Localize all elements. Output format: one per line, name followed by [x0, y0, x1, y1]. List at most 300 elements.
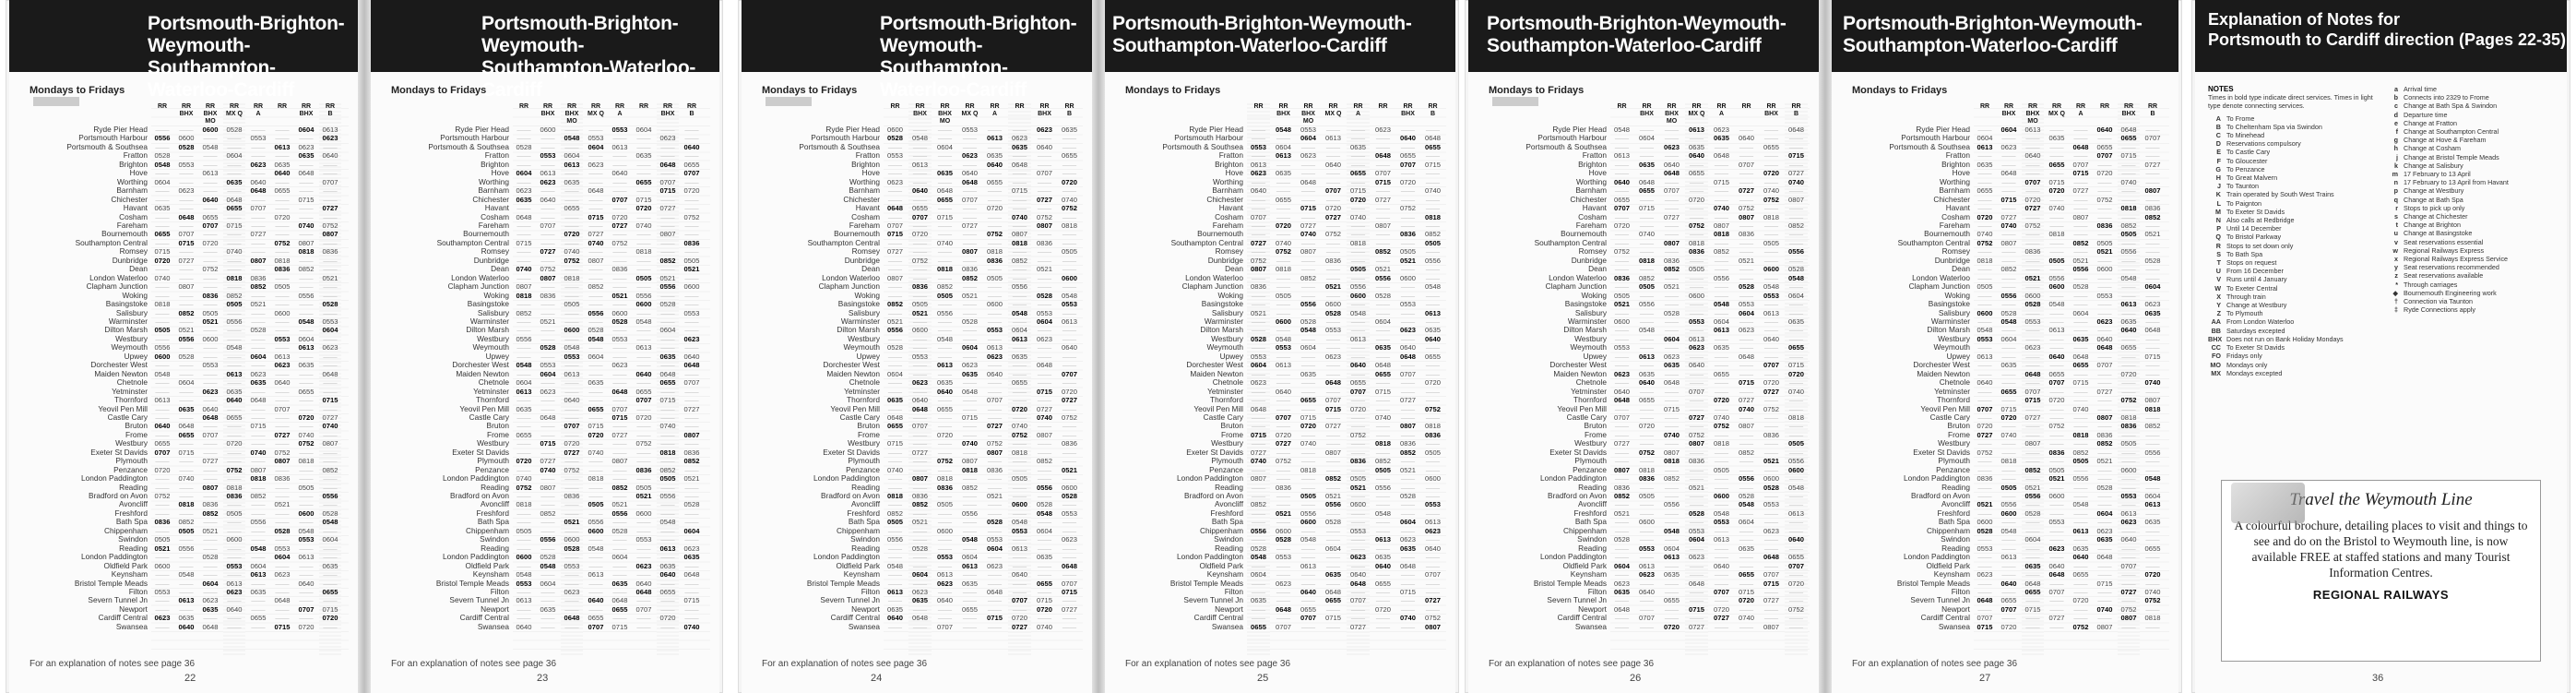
station-list [762, 125, 880, 631]
departure-time: 0623 [1350, 553, 1366, 562]
no-stop-marker: —— [251, 151, 266, 161]
departure-time: 0720 [1614, 221, 1630, 230]
departure-time: 0613 [202, 169, 219, 178]
no-stop-marker: —— [937, 614, 953, 623]
note-code: y [2394, 263, 2398, 272]
station-name: Maiden Newton [1553, 368, 1607, 378]
departure-time: 0818 [1425, 212, 1441, 221]
note-code: v [2394, 237, 2398, 246]
column-note: BHX [1038, 111, 1051, 117]
no-stop-marker: —— [2073, 561, 2088, 570]
no-stop-marker: —— [1639, 343, 1655, 352]
station-name: Maiden Newton [1917, 368, 1970, 378]
departure-time: 0623 [635, 561, 652, 570]
operator-code: RR [229, 103, 240, 110]
no-stop-marker: —— [1977, 247, 1992, 257]
departure-time: 0655 [226, 412, 243, 422]
departure-time: 0604 [2000, 125, 2017, 134]
note-entry [2208, 317, 2379, 326]
departure-time: 0836 [1400, 439, 1416, 448]
no-stop-marker: —— [1037, 492, 1052, 501]
no-stop-marker: —— [1251, 508, 1266, 518]
departure-time: 0727 [887, 247, 903, 257]
station-name: Filton [490, 587, 509, 597]
no-stop-marker: —— [2001, 204, 2016, 213]
note-text: Bournemouth Engineering work [2404, 288, 2497, 297]
note-entry [2385, 238, 2556, 246]
departure-time: 0635 [2048, 134, 2065, 143]
no-stop-marker: —— [155, 412, 170, 422]
departure-time: 0553 [2096, 291, 2113, 300]
departure-time: 0600 [564, 326, 580, 335]
no-stop-marker: —— [1739, 317, 1754, 326]
timetable-column [585, 103, 607, 657]
no-stop-marker: —— [660, 535, 675, 544]
departure-time: 0720 [1788, 369, 1804, 378]
station-name: Castle Cary [107, 412, 148, 422]
no-stop-marker: —— [2097, 256, 2112, 265]
operator-code: RR [614, 103, 625, 110]
no-stop-marker: —— [1350, 588, 1366, 597]
departure-time: 0818 [1689, 238, 1704, 247]
departure-time: 0635 [322, 561, 338, 570]
departure-time: 0505 [1425, 238, 1441, 247]
no-stop-marker: —— [636, 134, 651, 143]
no-stop-marker: —— [2073, 273, 2088, 282]
station-name: Westbury [477, 333, 509, 343]
departure-time: 0720 [298, 622, 315, 631]
departure-time: 0623 [1664, 142, 1680, 151]
station-name: Bruton [125, 421, 148, 431]
no-stop-marker: —— [1012, 492, 1027, 501]
no-stop-marker: —— [251, 483, 266, 492]
departure-time: 0727 [912, 448, 928, 457]
departure-time: 0548 [588, 544, 604, 553]
no-stop-marker: —— [987, 596, 1003, 605]
no-stop-marker: —— [1251, 518, 1266, 527]
route-title-line1: Portsmouth-Brighton-Weymouth- [1112, 13, 1412, 34]
no-stop-marker: —— [937, 561, 953, 570]
note-entry [2385, 119, 2556, 127]
no-stop-marker: —— [1689, 134, 1704, 143]
departure-time: 0528 [1251, 544, 1266, 553]
column-note: BHX MO [2025, 111, 2040, 125]
departure-time: 0807 [540, 483, 556, 492]
station-name: Frome [1948, 429, 1970, 439]
no-stop-marker: —— [1664, 439, 1680, 448]
departure-time: 0715 [987, 614, 1003, 623]
departure-time: 0707 [2024, 387, 2041, 396]
no-stop-marker: —— [1300, 622, 1316, 631]
no-stop-marker: —— [2097, 308, 2112, 317]
departure-time: 0715 [1788, 151, 1804, 161]
no-stop-marker: —— [684, 483, 699, 492]
departure-time: 0715 [274, 622, 291, 631]
no-stop-marker: —— [227, 308, 242, 317]
no-stop-marker: —— [1012, 439, 1027, 448]
no-stop-marker: —— [1739, 483, 1754, 492]
no-stop-marker: —— [660, 604, 675, 614]
no-stop-marker: —— [1425, 483, 1441, 492]
note-text: Reservations compulsory [2226, 139, 2301, 149]
station-name: Swindon [480, 534, 509, 544]
note-entry [2208, 352, 2379, 360]
no-stop-marker: —— [660, 334, 675, 343]
departure-time: 0635 [987, 151, 1003, 161]
no-stop-marker: —— [887, 291, 903, 300]
departure-time: 0852 [1037, 457, 1052, 466]
column-header [657, 103, 679, 125]
departure-time: 0635 [2072, 334, 2089, 343]
no-stop-marker: —— [660, 125, 675, 134]
note-entry [2208, 199, 2379, 208]
no-stop-marker: —— [588, 125, 603, 134]
station-name: Castle Cary [1203, 412, 1243, 422]
no-stop-marker: —— [1664, 422, 1680, 431]
no-stop-marker: —— [2025, 378, 2040, 388]
departure-time: 0635 [516, 195, 532, 204]
departure-time: 0715 [2120, 151, 2137, 161]
departure-time: 0852 [250, 282, 267, 292]
no-stop-marker: —— [612, 273, 627, 282]
departure-time: 0740 [1788, 177, 1804, 186]
departure-time: 0707 [154, 448, 171, 457]
departure-time: 0613 [1639, 561, 1655, 570]
no-stop-marker: —— [516, 544, 531, 553]
departure-time: 0836 [226, 492, 243, 501]
no-stop-marker: —— [987, 553, 1003, 562]
operator-code: RR [1692, 103, 1702, 110]
no-stop-marker: —— [1689, 282, 1704, 292]
departure-time: 0648 [322, 369, 338, 378]
departure-time: 0720 [2048, 186, 2065, 196]
departure-time: 0528 [611, 526, 628, 535]
no-stop-marker: —— [179, 483, 194, 492]
no-stop-marker: —— [2121, 500, 2136, 509]
no-stop-marker: —— [1664, 273, 1680, 282]
no-stop-marker: —— [1714, 579, 1729, 588]
no-stop-marker: —— [516, 151, 531, 161]
note-code: c [2394, 102, 2398, 111]
no-stop-marker: —— [2025, 457, 2040, 466]
no-stop-marker: —— [1276, 422, 1291, 431]
departure-time: 0553 [2048, 518, 2065, 527]
no-stop-marker: —— [564, 378, 579, 388]
no-stop-marker: —— [1375, 448, 1391, 457]
departure-time: 0648 [250, 186, 267, 196]
no-stop-marker: —— [516, 326, 531, 335]
departure-time: 0715 [1037, 596, 1052, 605]
no-stop-marker: —— [1614, 265, 1630, 274]
station-name: Chichester [1206, 194, 1243, 204]
no-stop-marker: —— [1977, 561, 1992, 570]
no-stop-marker: —— [275, 561, 290, 570]
departure-time: 0635 [274, 160, 291, 169]
no-stop-marker: —— [2121, 474, 2136, 484]
no-stop-marker: —— [1614, 448, 1630, 457]
no-stop-marker: —— [1788, 448, 1804, 457]
no-stop-marker: —— [251, 142, 266, 151]
departure-time: 0655 [2072, 570, 2089, 579]
no-stop-marker: —— [1614, 553, 1630, 562]
no-stop-marker: —— [1977, 508, 1992, 518]
departure-time: 0556 [2024, 492, 2041, 501]
no-stop-marker: —— [1400, 186, 1416, 196]
no-stop-marker: —— [1062, 326, 1077, 335]
no-stop-marker: —— [2073, 343, 2088, 352]
no-stop-marker: —— [1788, 588, 1804, 597]
no-stop-marker: —— [1276, 396, 1291, 405]
timetable-column [2142, 103, 2164, 657]
station-name: Reading [481, 543, 509, 553]
no-stop-marker: —— [1689, 474, 1704, 484]
no-stop-marker: —— [1012, 169, 1027, 178]
departure-time: 0640 [2120, 535, 2137, 544]
departure-time: 0740 [1037, 622, 1052, 631]
no-stop-marker: —— [962, 326, 978, 335]
no-stop-marker: —— [1614, 457, 1630, 466]
column-note: BHX MO [1665, 111, 1679, 125]
station-name: Chetnole [1212, 377, 1243, 388]
no-stop-marker: —— [612, 343, 627, 352]
timetable-column [1685, 103, 1708, 657]
no-stop-marker: —— [962, 396, 978, 405]
no-stop-marker: —— [1037, 273, 1052, 282]
departure-time: 0836 [1614, 273, 1630, 282]
no-stop-marker: —— [684, 343, 699, 352]
no-stop-marker: —— [1639, 604, 1655, 614]
departure-time: 0836 [1614, 483, 1630, 492]
note-text: Fridays only [2226, 352, 2262, 361]
departure-time: 0720 [1763, 378, 1779, 388]
operator-code: RR [940, 103, 950, 110]
departure-time: 0635 [154, 204, 171, 213]
no-stop-marker: —— [2025, 553, 2040, 562]
timetable-column [1785, 103, 1808, 657]
no-stop-marker: —— [1276, 212, 1291, 221]
departure-time: 0727 [1763, 387, 1779, 396]
no-stop-marker: —— [937, 256, 953, 265]
no-stop-marker: —— [1614, 544, 1630, 553]
departure-time: 0640 [987, 160, 1003, 169]
no-stop-marker: —— [660, 404, 675, 413]
no-stop-marker: —— [564, 142, 579, 151]
departure-time: 0715 [683, 596, 700, 605]
departure-time: 0623 [659, 134, 676, 143]
departure-time: 0604 [1639, 134, 1655, 143]
no-stop-marker: —— [2001, 378, 2016, 388]
no-stop-marker: —— [684, 465, 699, 474]
departure-time: 0648 [1763, 553, 1779, 562]
no-stop-marker: —— [251, 221, 266, 230]
departure-time: 0655 [2024, 588, 2041, 597]
departure-time: 0707 [178, 230, 195, 239]
timetable-column [657, 103, 679, 657]
departure-time: 0635 [1251, 596, 1266, 605]
departure-time: 0707 [2072, 160, 2089, 169]
departure-time: 0635 [1037, 553, 1052, 562]
timetable-column [175, 103, 197, 657]
note-entry [2385, 204, 2556, 212]
departure-time: 0521 [912, 308, 928, 317]
departure-time: 0553 [1977, 544, 1993, 553]
no-stop-marker: —— [1977, 588, 1992, 597]
no-stop-marker: —— [2049, 622, 2064, 631]
departure-time: 0640 [937, 387, 953, 396]
note-text: Does not run on Bank Holiday Mondays [2226, 334, 2344, 343]
station-name: Yetminster [473, 386, 509, 396]
departure-time: 0640 [683, 352, 700, 361]
departure-time: 0752 [1350, 430, 1366, 439]
station-name: Newport [1941, 603, 1970, 614]
station-name: Ryde Pier Head [825, 125, 880, 134]
station-name: Brighton [851, 159, 880, 169]
no-stop-marker: —— [203, 474, 218, 484]
no-stop-marker: —— [1664, 588, 1680, 597]
no-stop-marker: —— [612, 561, 627, 570]
note-code: B [2215, 122, 2221, 131]
departure-time: 0556 [1251, 526, 1266, 535]
departure-time: 0715 [1689, 604, 1704, 614]
no-stop-marker: —— [588, 204, 603, 213]
no-stop-marker: —— [540, 204, 555, 213]
station-name: Salisbury [1211, 307, 1243, 317]
departure-time: 0715 [1062, 588, 1077, 597]
no-stop-marker: —— [2049, 483, 2064, 492]
no-stop-marker: —— [1763, 125, 1779, 134]
no-stop-marker: —— [203, 465, 218, 474]
no-stop-marker: —— [2145, 177, 2160, 186]
no-stop-marker: —— [516, 352, 531, 361]
note-code: M [2215, 207, 2221, 216]
no-stop-marker: —— [155, 474, 170, 484]
no-stop-marker: —— [1251, 483, 1266, 492]
departure-time: 0548 [659, 518, 676, 527]
departure-time: 0727 [683, 404, 700, 413]
departure-time: 0521 [912, 518, 928, 527]
station-name: Chetnole [116, 377, 148, 388]
departure-time: 0740 [1300, 230, 1316, 239]
no-stop-marker: —— [1012, 483, 1027, 492]
no-stop-marker: —— [2049, 125, 2064, 134]
no-stop-marker: —— [962, 422, 978, 431]
no-stop-marker: —— [564, 412, 579, 422]
station-name: Bradford on Avon [450, 491, 509, 501]
station-name: Frome [1221, 429, 1243, 439]
departure-time: 0613 [2024, 125, 2041, 134]
departure-time: 0528 [322, 508, 338, 518]
no-stop-marker: —— [2145, 465, 2160, 474]
no-stop-marker: —— [2025, 500, 2040, 509]
departure-time: 0648 [659, 369, 676, 378]
note-text: To Taunton [2226, 182, 2260, 191]
no-stop-marker: —— [251, 387, 266, 396]
no-stop-marker: —— [912, 317, 928, 326]
departure-time: 0655 [912, 204, 928, 213]
no-stop-marker: —— [912, 361, 928, 370]
note-code: F [2216, 156, 2221, 165]
no-stop-marker: —— [275, 125, 290, 134]
station-name: Southampton Central [75, 237, 148, 247]
station-name: Reading [1215, 482, 1243, 492]
departure-time: 0852 [588, 282, 604, 292]
departure-time: 0707 [1788, 561, 1804, 570]
departure-time: 0836 [611, 265, 628, 274]
no-stop-marker: —— [1714, 430, 1729, 439]
departure-time: 0505 [226, 508, 243, 518]
departure-time: 0521 [2096, 457, 2113, 466]
no-stop-marker: —— [299, 404, 314, 413]
no-stop-marker: —— [1689, 500, 1704, 509]
station-name: Westbury [1938, 438, 1970, 448]
regional-railways-logo: REGIONAL RAILWAYS [2312, 588, 2450, 602]
no-stop-marker: —— [155, 195, 170, 204]
no-stop-marker: —— [1977, 221, 1992, 230]
station-name: Fratton [123, 150, 148, 161]
no-stop-marker: —— [2049, 604, 2064, 614]
departure-time: 0727 [322, 204, 338, 213]
no-stop-marker: —— [1276, 273, 1291, 282]
no-stop-marker: —— [1788, 614, 1804, 623]
no-stop-marker: —— [1300, 195, 1316, 204]
departure-time: 0727 [1325, 422, 1341, 431]
no-stop-marker: —— [1350, 518, 1366, 527]
no-stop-marker: —— [179, 247, 194, 257]
timetable-column [1610, 103, 1633, 657]
timetable-column [681, 103, 703, 657]
departure-time: 0635 [588, 378, 604, 388]
departure-time: 0818 [226, 483, 243, 492]
station-name: Swansea [1211, 621, 1243, 631]
station-name: Romsey [119, 246, 148, 257]
station-name: Cardiff Central [1557, 613, 1607, 623]
departure-time: 0553 [1763, 291, 1779, 300]
no-stop-marker: —— [2097, 212, 2112, 221]
no-stop-marker: —— [1639, 439, 1655, 448]
departure-time: 0553 [1763, 500, 1779, 509]
departure-time: 0600 [564, 535, 580, 544]
no-stop-marker: —— [2025, 134, 2040, 143]
note-text: Stops on request [2226, 258, 2277, 268]
no-stop-marker: —— [588, 247, 603, 257]
departure-time: 0553 [226, 561, 243, 570]
no-stop-marker: —— [1763, 544, 1779, 553]
no-stop-marker: —— [1300, 457, 1316, 466]
no-stop-marker: —— [1062, 230, 1077, 239]
note-text: Change at Hove & Fareham [2404, 136, 2487, 145]
no-stop-marker: —— [962, 544, 978, 553]
departure-time: 0556 [635, 291, 652, 300]
departure-time: 0623 [1714, 125, 1729, 134]
no-stop-marker: —— [1300, 142, 1316, 151]
no-stop-marker: —— [660, 142, 675, 151]
no-stop-marker: —— [1276, 134, 1291, 143]
no-stop-marker: —— [1325, 142, 1341, 151]
no-stop-marker: —— [1739, 142, 1754, 151]
no-stop-marker: —— [564, 474, 579, 484]
no-stop-marker: —— [2049, 457, 2064, 466]
no-stop-marker: —— [2097, 561, 2112, 570]
no-stop-marker: —— [684, 579, 699, 588]
no-stop-marker: —— [660, 308, 675, 317]
no-stop-marker: —— [2073, 230, 2088, 239]
operator-code: RR [1253, 103, 1264, 110]
departure-time: 0727 [1425, 596, 1441, 605]
station-name: Hove [129, 168, 148, 178]
departure-time: 0655 [2048, 160, 2065, 169]
departure-time: 0528 [1689, 508, 1704, 518]
no-stop-marker: —— [1012, 387, 1027, 396]
